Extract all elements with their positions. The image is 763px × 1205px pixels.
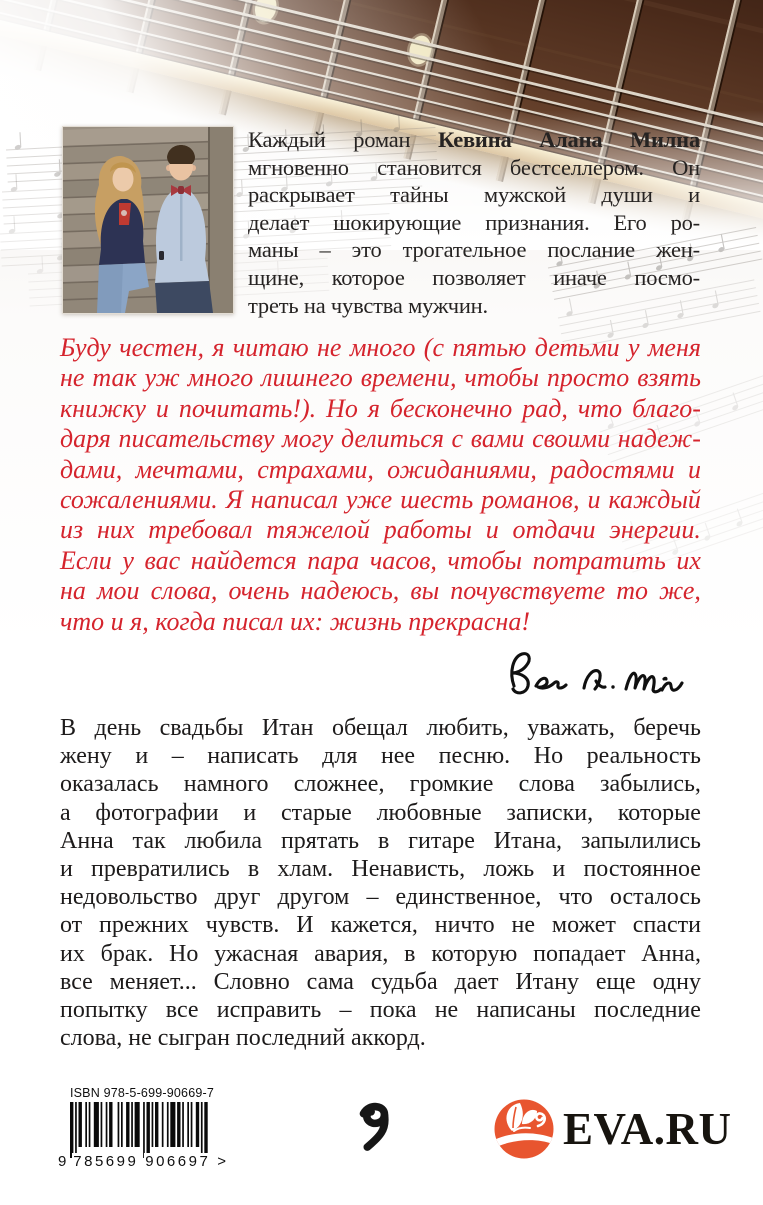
text-line: даря писательству могу делиться с вами своими надеж- — [60, 424, 701, 454]
text-line: маны – это трогательное послание жен- — [248, 237, 700, 263]
eva-ru-logo — [493, 1097, 731, 1161]
text-line: щине, которое позволяет иначе посмо- — [248, 264, 700, 290]
isbn-barcode — [56, 1086, 228, 1170]
barcode-image — [56, 1102, 228, 1160]
book-synopsis-text — [60, 714, 701, 1052]
author-intro-section — [62, 126, 702, 319]
author-intro-text — [248, 126, 700, 319]
text-line: Если у вас найдется пара часов, чтобы потратить их — [60, 545, 701, 575]
text-line: жену и – написать для нее песню. Но реальность — [60, 743, 701, 770]
eksmo-logo-icon — [353, 1101, 395, 1155]
text-line: от прежних чувств. И кажется, ничто не может спасти — [60, 912, 701, 939]
text-line: делает шокирующие признания. Его ро- — [248, 209, 700, 235]
text-line: мгновенно становится бестселлером. Он — [248, 154, 700, 180]
text-line: все меняет... Словно сама судьба дает Итану еще одну — [60, 968, 701, 995]
barcode-group2: 906697 — [145, 1153, 211, 1170]
stair-post — [209, 127, 233, 313]
text-line: раскрывает тайны мужской души и — [248, 182, 700, 208]
text-line: сожалениями. Я написал уже шесть романов, и каждый — [60, 485, 701, 515]
text-line: что и я, когда писал их: жизнь прекрасна! — [60, 606, 530, 636]
author-quote-text — [60, 333, 701, 637]
text-line: их брак. Но ужасная авария, в которую попадает Анна, — [60, 940, 701, 967]
text-line: треть на чувства мужчин. — [248, 292, 488, 318]
author-couple-photo — [62, 126, 234, 314]
text-line: В день свадьбы Итан обещал любить, уважать, беречь — [60, 715, 701, 741]
author-signature — [496, 644, 692, 706]
text-line: Каждый роман Кевина Алана Милна — [248, 127, 700, 152]
text-line: слова, не сыгран последний аккорд. — [60, 1025, 426, 1052]
text-line: дами, мечтами, страхами, ожиданиями, радостями и — [60, 454, 701, 484]
text-line: книжку и почитать!). Но я бесконечно рад, что благо- — [60, 393, 701, 423]
barcode-digits — [56, 1153, 228, 1170]
text-line: недовольство друг другом – единственное, что осталось — [60, 884, 701, 911]
text-line: Буду честен, я читаю не много (с пятью детьми у меня — [60, 333, 701, 362]
text-line: оказалась намного сложнее, громкие слова забылись, — [60, 771, 701, 798]
barcode-lead-digit: 9 — [58, 1153, 67, 1170]
author-couple-photo-image — [63, 127, 233, 313]
eva-ru-text: EVA.RU — [563, 1104, 732, 1154]
text-line: на мои слова, очень надеюсь, вы почувствуете то же, — [60, 576, 701, 606]
barcode-tail: > — [217, 1153, 226, 1170]
eva-leaf-icon — [493, 1098, 555, 1160]
text-line: из них требовал тяжелой работы и отдачи энергии. — [60, 515, 701, 545]
text-line: и превратились в хлам. Ненависть, ложь и постоянное — [60, 856, 701, 883]
text-line: Анна так любила прятать в гитаре Итана, запылились — [60, 827, 701, 854]
text-line: не так уж много лишнего времени, чтобы просто взять — [60, 363, 701, 393]
eksmo-publisher-logo — [353, 1101, 395, 1155]
isbn-label: ISBN 978-5-699-90669-7 — [69, 1086, 215, 1100]
signature-image — [496, 644, 692, 706]
text-line: попытку все исправить – пока не написаны последние — [60, 997, 701, 1024]
barcode-group1: 785699 — [73, 1153, 139, 1170]
text-line: а фотографии и старые любовные записки, которые — [60, 799, 701, 826]
